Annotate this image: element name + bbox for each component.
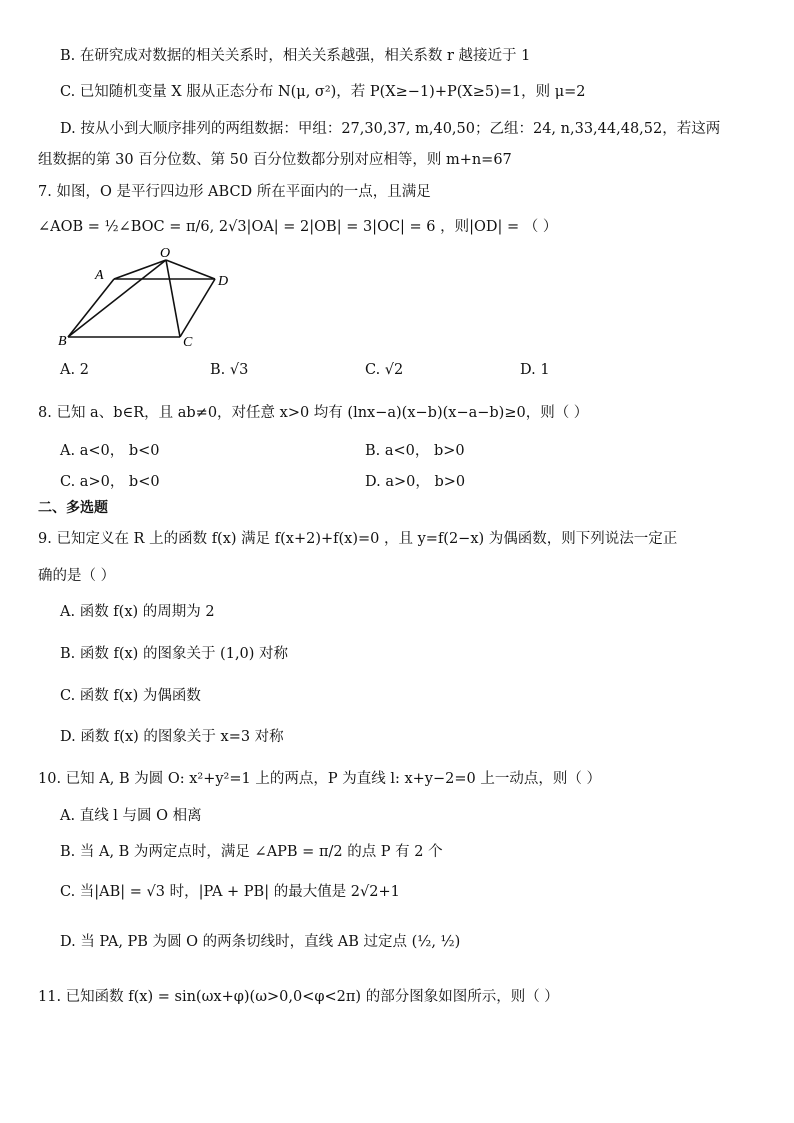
q10-option-a: A. 直线 l 与圆 O 相离 (60, 808, 202, 824)
q9-option-a: A. 函数 f(x) 的周期为 2 (60, 604, 215, 620)
q11-stem: 11. 已知函数 f(x) = sin(ωx+φ)(ω>0,0<φ<2π) 的部分图象如图所示，则（ ） (38, 989, 559, 1005)
q6-option-d-line1: D. 按从小到大顺序排列的两组数据：甲组：27,30,37, m,40,50；乙组：24, n,33,44,48,52，若这两 (60, 121, 721, 137)
label-d: D (218, 274, 229, 289)
segment-od (166, 260, 215, 279)
q9-stem-line1: 9. 已知定义在 R 上的函数 f(x) 满足 f(x+2)+f(x)=0 ，且 y=f(2−x) 为偶函数，则下列说法一定正 (38, 531, 678, 547)
q7-option-a: A. 2 (60, 362, 89, 378)
q7-option-b: B. √3 (210, 362, 249, 378)
q7-parallelogram-figure (50, 245, 250, 355)
q8-stem: 8. 已知 a、b∈R，且 ab≠0，对任意 x>0 均有 (lnx−a)(x−b)(x−a−b)≥0，则（ ） (38, 405, 589, 421)
q6-option-c: C. 已知随机变量 X 服从正态分布 N(μ, σ²)，若 P(X≥−1)+P(X≥5)=1，则 μ=2 (60, 84, 586, 100)
section-heading-multiple-choice: 二、多选题 (38, 500, 108, 516)
q9-option-d: D. 函数 f(x) 的图象关于 x=3 对称 (60, 729, 284, 745)
segment-oa (114, 260, 166, 279)
q10-option-b: B. 当 A, B 为两定点时，满足 ∠APB = π/2 的点 P 有 2 个 (60, 844, 443, 860)
q6-option-d-line2: 组数据的第 30 百分位数、第 50 百分位数都分别对应相等，则 m+n=67 (38, 152, 512, 168)
q7-options-row (60, 362, 760, 382)
q8-options-row2 (60, 470, 760, 490)
q9-stem-line2: 确的是（ ） (38, 568, 116, 584)
q6-option-b: B. 在研究成对数据的相关关系时，相关关系越强，相关系数 r 越接近于 1 (60, 48, 531, 64)
label-c: C (183, 335, 193, 350)
q8-option-a: A. a<0， b<0 (60, 443, 160, 459)
segment-ab (68, 279, 114, 337)
q8-option-d: D. a>0， b>0 (365, 474, 466, 490)
q10-stem: 10. 已知 A, B 为圆 O: x²+y²=1 上的两点，P 为直线 l: x+y−2=0 上一动点，则（ ） (38, 771, 601, 787)
segment-ob (68, 260, 166, 337)
q9-option-c: C. 函数 f(x) 为偶函数 (60, 688, 201, 704)
label-o: O (160, 246, 171, 261)
label-a: A (95, 268, 104, 283)
q8-options-row1 (60, 439, 760, 459)
q8-option-c: C. a>0， b<0 (60, 474, 160, 490)
q9-option-b: B. 函数 f(x) 的图象关于 (1,0) 对称 (60, 646, 289, 662)
q7-option-d: D. 1 (520, 362, 550, 378)
label-b: B (58, 334, 67, 349)
q10-option-d: D. 当 PA, PB 为圆 O 的两条切线时，直线 AB 过定点 (½, ½) (60, 934, 461, 950)
q7-stem: 7. 如图，O 是平行四边形 ABCD 所在平面内的一点，且满足 (38, 184, 431, 200)
segment-oc (166, 260, 180, 337)
q8-option-b: B. a<0， b>0 (365, 443, 465, 459)
q7-option-c: C. √2 (365, 362, 404, 378)
segment-dc (180, 279, 215, 337)
q7-condition: ∠AOB = ½∠BOC = π/6, 2√3|OA| = 2|OB| = 3|OC| = 6 ，则|OD| = （ ） (38, 219, 558, 235)
q10-option-c: C. 当|AB| = √3 时，|PA + PB| 的最大值是 2√2+1 (60, 884, 400, 900)
